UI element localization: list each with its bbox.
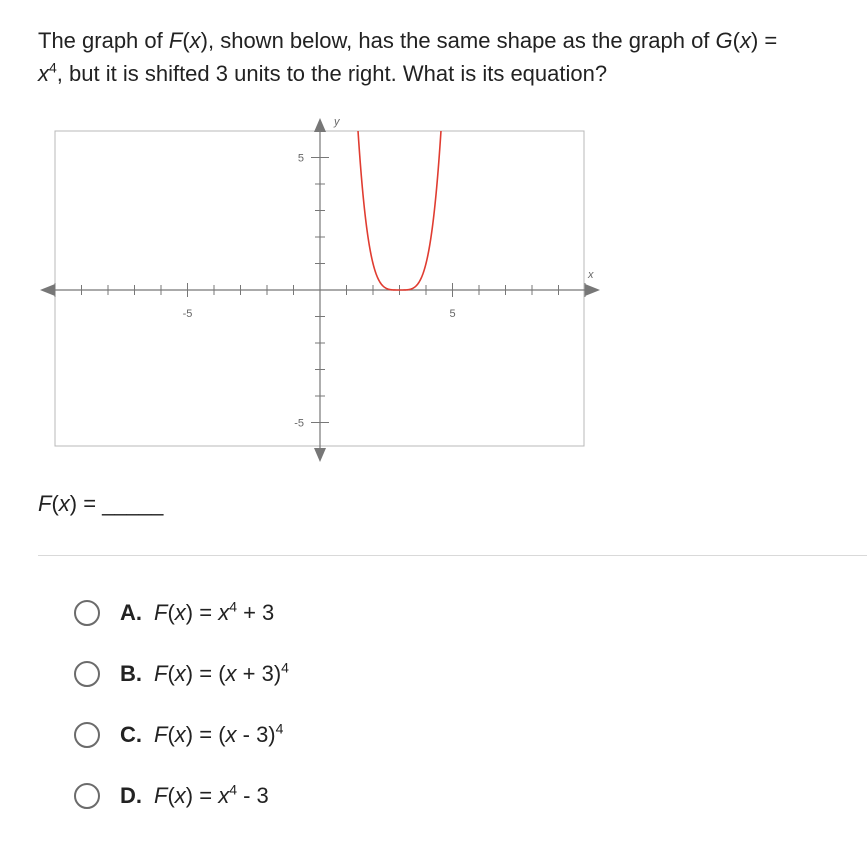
function-name: F <box>38 491 52 516</box>
y-tick-label: 5 <box>297 152 304 165</box>
choice-c[interactable] <box>74 717 283 753</box>
choice-letter: C. <box>120 722 142 747</box>
y-axis-label: y <box>334 116 340 128</box>
exponent: 4 <box>229 781 237 798</box>
question-part: ( <box>732 28 740 53</box>
choice-b[interactable] <box>74 656 289 692</box>
formula-part: - 3 <box>236 783 269 808</box>
question-part: The graph of <box>38 28 169 53</box>
variable: x <box>174 783 186 808</box>
choice-formula <box>154 600 274 626</box>
variable: x <box>58 491 70 516</box>
formula-part: ( <box>218 722 226 747</box>
formula-part: ) = <box>185 722 219 747</box>
x-axis-arrow-right <box>585 284 600 296</box>
x-tick-label: -5 <box>182 308 193 320</box>
radio-button[interactable] <box>74 600 100 626</box>
variable: x <box>38 61 49 86</box>
formula-part: ) = <box>185 783 219 808</box>
formula-part: ( <box>218 661 226 686</box>
formula-part: ( <box>167 722 175 747</box>
radio-button[interactable] <box>74 661 100 687</box>
variable: x <box>174 722 186 747</box>
exponent: 4 <box>281 659 289 676</box>
formula-part: ) = <box>185 661 219 686</box>
choice-formula <box>154 722 283 748</box>
prompt-part: ) = _____ <box>69 491 164 516</box>
function-name: F <box>154 722 168 747</box>
y-tick-label: -5 <box>294 417 304 430</box>
prompt-part: ( <box>51 491 59 516</box>
variable: x <box>218 600 230 625</box>
variable: x <box>174 661 186 686</box>
question-text <box>38 24 850 90</box>
variable: x <box>225 722 237 747</box>
x-tick-label: 5 <box>449 308 456 320</box>
choice-formula <box>154 661 289 687</box>
choice-formula <box>154 783 269 809</box>
function-name: F <box>154 600 168 625</box>
formula-part: ( <box>167 600 175 625</box>
formula-part: ( <box>167 661 175 686</box>
radio-button[interactable] <box>74 783 100 809</box>
formula-part: - 3) <box>236 722 276 747</box>
variable: x <box>189 28 201 53</box>
function-graph <box>0 110 620 465</box>
question-part: ), shown below, has the same shape as the graph of <box>200 28 716 53</box>
y-axis-arrow-up <box>314 118 326 132</box>
x-axis-arrow-left <box>40 284 55 296</box>
function-name: G <box>715 28 733 53</box>
exponent: 4 <box>229 598 237 615</box>
x-axis-label: x <box>588 269 594 281</box>
function-name: F <box>168 28 183 53</box>
exponent: 4 <box>275 720 284 737</box>
choice-letter: B. <box>120 661 142 686</box>
formula-part: ( <box>167 783 175 808</box>
divider <box>38 555 867 556</box>
formula-part: ) = <box>185 600 219 625</box>
answer-prompt <box>38 491 163 517</box>
radio-button[interactable] <box>74 722 100 748</box>
choice-d[interactable] <box>74 778 269 814</box>
question-part: ) = <box>750 28 778 53</box>
variable: x <box>218 783 230 808</box>
exponent: 4 <box>49 59 57 76</box>
function-name: F <box>154 661 168 686</box>
choice-letter: A. <box>120 600 142 625</box>
variable: x <box>739 28 751 53</box>
question-part: , but it is shifted 3 units to the right. What is its equation? <box>56 61 608 86</box>
function-name: F <box>154 783 168 808</box>
y-axis-arrow-down <box>314 448 326 462</box>
choice-letter: D. <box>120 783 142 808</box>
choice-a[interactable] <box>74 595 274 631</box>
question-part: ( <box>182 28 190 53</box>
variable: x <box>174 600 186 625</box>
formula-part: + 3) <box>236 661 282 686</box>
formula-part: + 3 <box>236 600 275 625</box>
variable: x <box>225 661 237 686</box>
